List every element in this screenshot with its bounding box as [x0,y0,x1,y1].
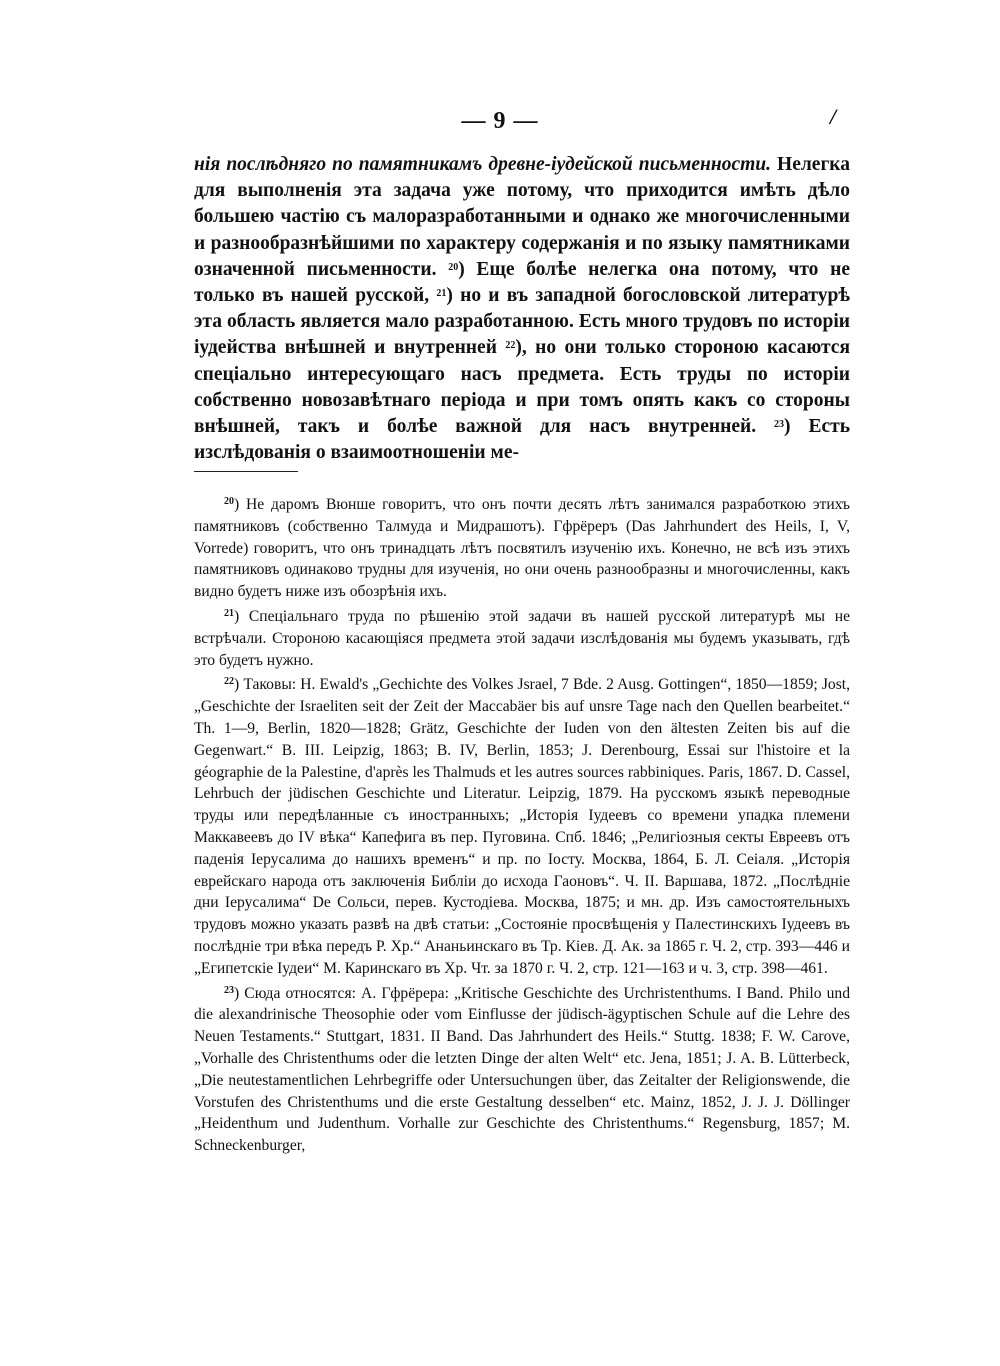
page-number: — 9 — [461,108,539,134]
footnote-text: ) Спеціальнаго труда по рѣшенію этой задачи въ нашей русской литературѣ мы не встрѣчали. Стороною касающіяся предмета этой задачи изслѣдованія мы будемъ указывать, гдѣ это будетъ нужно. [194,607,850,669]
main-text-segment: ), но они только стороною касаются спеціально интересующаго насъ предмета. Есть труды по исторіи собственно новозавѣтнаго періода и при томъ опять какъ со стороны внѣшней, такъ и болѣе важной для насъ внутренней. [194,337,851,438]
main-text-lead: нія послѣдняго по памятникамъ древне-іудейской письменности. [194,154,771,175]
footnote-ref-23: 23 [774,419,785,431]
footnote-22 [194,674,850,979]
footnote-ref-22: 22 [505,340,516,352]
footnote-21 [194,606,850,671]
footnote-mark: 20 [224,496,234,507]
footnote-text: ) Не даромъ Вюнше говоритъ, что онъ почти десять лѣтъ занимался разработкою этихъ памятниковъ (собственно Талмуда и Мидрашотъ). Гфрёреръ (Das Jahrhundert des Heils, I, V, Vorrede) говоритъ, что онъ тринадцать лѣтъ посвятилъ изученію ихъ. Конечно, не всѣ изъ этихъ памятниковъ одинаково трудны для изученія, но они очень разнообразны и многочисленны, какъ видно будетъ ниже изъ обозрѣнія ихъ. [194,496,850,601]
footnotes [194,494,850,1160]
footnote-text: ) Таковы: H. Ewald's „Gechichte des Volkes Jsrael, 7 Bde. 2 Ausg. Gottingen“, 1850—1859; Jost, „Geschichte der Israeliten seit der Zeit der Maccabäer bis auf unsre Tage nach den Quellen bearbeitet.“ Th. 1—9, Berlin, 1820—1828; Grätz, Geschichte der Iuden von den ältesten Zeiten bis auf die Gegenwart.“ B. III. Leipzig, 1863; B. IV, Berlin, 1853; J. Derenbourg, Essai sur l'histoire et la géographie de la Palestine, d'après les Thalmuds et les autres sources rabbiniques. Paris, 1867. D. Cassel, Lehrbuch der jüdischen Geschichte und Literatur. Leipzig, 1879. На русскомъ языкѣ переводные труды или передѣланные съ иностранныхъ; „Исторія Іудеевъ со времени упадка племени Маккавеевъ до IV вѣка“ Капефига въ пер. Пуговина. Спб. 1846; „Религіозныя секты Евреевъ отъ паденія Іерусалима до нашихъ временъ“ и пр. по Іосту. Москва, 1864, Б. Л. Сеіаля. „Исторія еврейскаго народа отъ заключенія Библіи до исхода Гаоновъ“. Ч. II. Варшава, 1872. „Послѣдніе дни Іерусалима“ De Сольси, перев. Кустодіева. Москва, 1875; и мн. др. Изъ самостоятельныхъ трудовъ можно указать развѣ на двѣ статьи: „Состояніе просвѣщенія у Палестинскихъ Іудеевъ въ послѣдніе три вѣка передъ Р. Хр.“ Ананьинскаго въ Тр. Кіев. Д. Ак. за 1865 г. Ч. 2, стр. 393—446 и „Египетскіе Іудеи“ М. Каринскаго въ Хр. Чт. за 1870 г. Ч. 2, стр. 121—163 и ч. 3, стр. 398—461. [194,676,851,977]
main-text-segment: ) но и въ западной богословской литературѣ эта область является мало разработанною. Есть много трудовъ по исторіи іудейства внѣшней и внутренней [194,285,850,359]
footnote-text: ) Сюда относятся: A. Гфрёрера: „Kritische Geschichte des Urchristenthums. I Band. Philo und die alexandrinische Theosophie oder vom Einflusse der jüdisch-ägyptischen Schule auf die Lehre des Neuen Testaments.“ Stuttgart, 1831. II Band. Das Jahrhundert des Heils.“ Stuttg. 1838; F. W. Carove, „Vorhalle des Christenthums oder die letzten Dinge der alten Welt“ etc. Jena, 1851; J. A. B. Lütterbeck, „Die neutestamentlichen Lehrbegriffe oder Untersuchungen über, das Zeitalter der Religionswende, die Vorstufen des Christenthums und die erste Gestaltung desselben“ etc. Mainz, 1852, J. J. J. Döllinger „Heidenthum und Judenthum. Vorhalle zur Geschichte des Christenthums.“ Regensburg, 1857; M. Schneckenburger, [194,984,850,1155]
footnote-20 [194,494,850,603]
main-text-segment: ) Есть изслѣдованія о взаимоотношеніи ме- [194,416,851,464]
main-text-segment: Нелегка для выполненія эта задача уже потому, что приходится имѣть дѣло большею частію съ малоразработанными и однако же многочисленными и разнообразнѣйшими по характеру содержанія и по языку памятниками означенной письменности. [194,154,850,280]
footnote-divider [194,471,298,472]
footnote-mark: 23 [224,984,234,996]
main-text-segment: ) Еще болѣе нелегка она потому, что не только въ нашей русской, [194,258,851,307]
stray-mark: / [830,104,837,129]
footnote-ref-21: 21 [436,288,447,300]
footnote-mark: 22 [224,676,234,688]
footnote-ref-20: 20 [448,261,459,273]
main-text [194,152,850,466]
footnote-mark: 21 [224,607,234,619]
footnote-23 [194,983,850,1157]
